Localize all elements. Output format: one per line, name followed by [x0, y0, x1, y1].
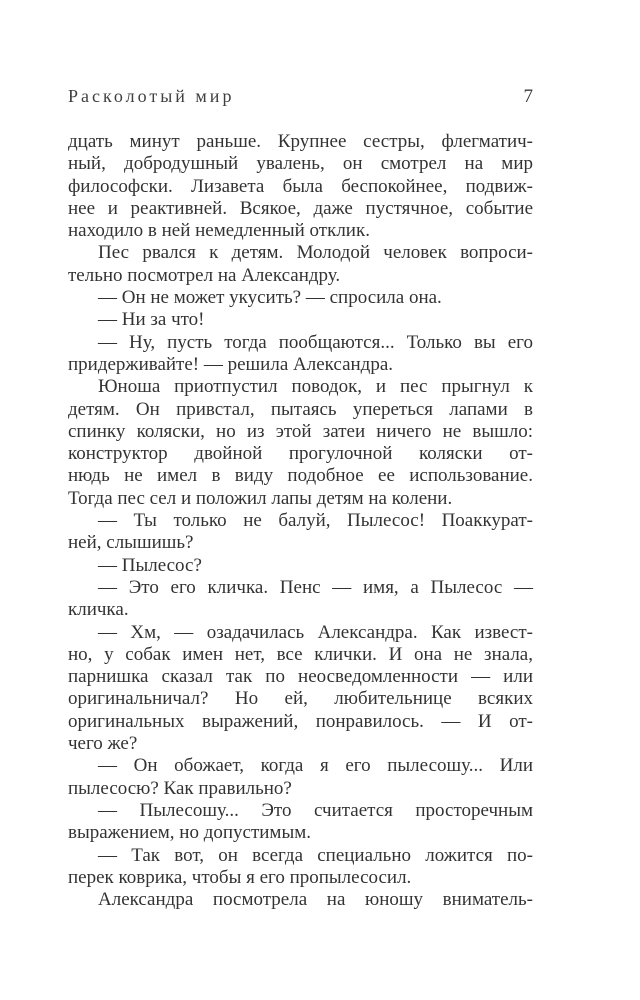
paragraph	[68, 309, 533, 331]
paragraph	[68, 510, 533, 555]
text-line: нюдь не имел в виду подобное ее использование.	[68, 465, 533, 487]
text-line: — Пылесос?	[98, 554, 202, 576]
text-line: Тогда пес сел и положил лапы детям на колени.	[68, 487, 453, 509]
text-line: перек коврика, чтобы я его пропылесосил.	[68, 866, 412, 888]
running-title: Расколотый мир	[68, 86, 235, 106]
paragraph	[68, 287, 533, 309]
text-line: философски. Лизавета была беспокойнее, подвиж-	[68, 175, 533, 197]
text-line: нее и реактивней. Всякое, даже пустячное, событие	[68, 197, 533, 219]
text-line: спинку коляски, но из этой затеи ничего не вышло:	[68, 420, 533, 442]
text-line: выражением, но допустимым.	[68, 822, 311, 844]
text-line: — Ну, пусть тогда пообщаются... Только вы его	[98, 331, 533, 353]
text-line: — Он обожает, когда я его пылесошу... Или	[98, 755, 533, 777]
text-line: — Ни за что!	[98, 309, 205, 331]
paragraph	[68, 845, 533, 890]
text-line: находило в ней немедленный отклик.	[68, 220, 370, 242]
text-line: конструктор двойной прогулочной коляски от-	[68, 443, 533, 465]
paragraph	[68, 332, 533, 377]
text-line: — Пылесошу... Это считается просторечным	[98, 799, 533, 821]
text-line: Пес рвался к детям. Молодой человек вопроси-	[98, 242, 533, 264]
paragraph	[68, 622, 533, 756]
text-line: придерживайте! — решила Александра.	[68, 353, 394, 375]
text-line: Александра посмотрела на юношу вниматель-	[98, 889, 533, 911]
text-line: ный, добродушный увалень, он смотрел на мир	[68, 153, 533, 175]
text-line: — Ты только не балуй, Пылесос! Поаккурат-	[98, 510, 533, 532]
text-line: — Это его кличка. Пенс — имя, а Пылесос —	[98, 576, 533, 598]
text-line: оригинальных выражений, понравилось. — И от-	[68, 710, 533, 732]
text-line: Юноша приотпустил поводок, и пес прыгнул к	[98, 376, 533, 398]
text-line: — Хм, — озадачилась Александра. Как извест-	[98, 621, 533, 643]
text-line: оригинальничал? Но ей, любительнице всяких	[68, 688, 533, 710]
text-line: но, у собак имен нет, все клички. И она не знала,	[68, 643, 533, 665]
text-line: чего же?	[68, 733, 138, 755]
text-line: — Он не может укусить? — спросила она.	[98, 287, 442, 309]
text-line: тельно посмотрел на Александру.	[68, 264, 341, 286]
text-line: детям. Он привстал, пытаясь упереться лапами в	[68, 398, 533, 420]
running-header	[68, 86, 533, 108]
text-line: пылесосю? Как правильно?	[68, 777, 292, 799]
text-line: кличка.	[68, 599, 129, 621]
paragraph	[68, 555, 533, 577]
paragraph	[68, 577, 533, 622]
paragraph	[68, 889, 533, 911]
text-block	[68, 131, 533, 911]
text-line: — Так вот, он всегда специально ложится по-	[98, 844, 533, 866]
paragraph	[68, 131, 533, 242]
text-line: дцать минут раньше. Крупнее сестры, флегматич-	[68, 131, 533, 152]
paragraph	[68, 800, 533, 845]
text-line: ней, слышишь?	[68, 532, 194, 554]
page-number: 7	[523, 86, 533, 107]
text-line: парнишка сказал так по неосведомленности — или	[68, 666, 533, 688]
paragraph	[68, 242, 533, 287]
paragraph	[68, 376, 533, 510]
paragraph	[68, 755, 533, 800]
